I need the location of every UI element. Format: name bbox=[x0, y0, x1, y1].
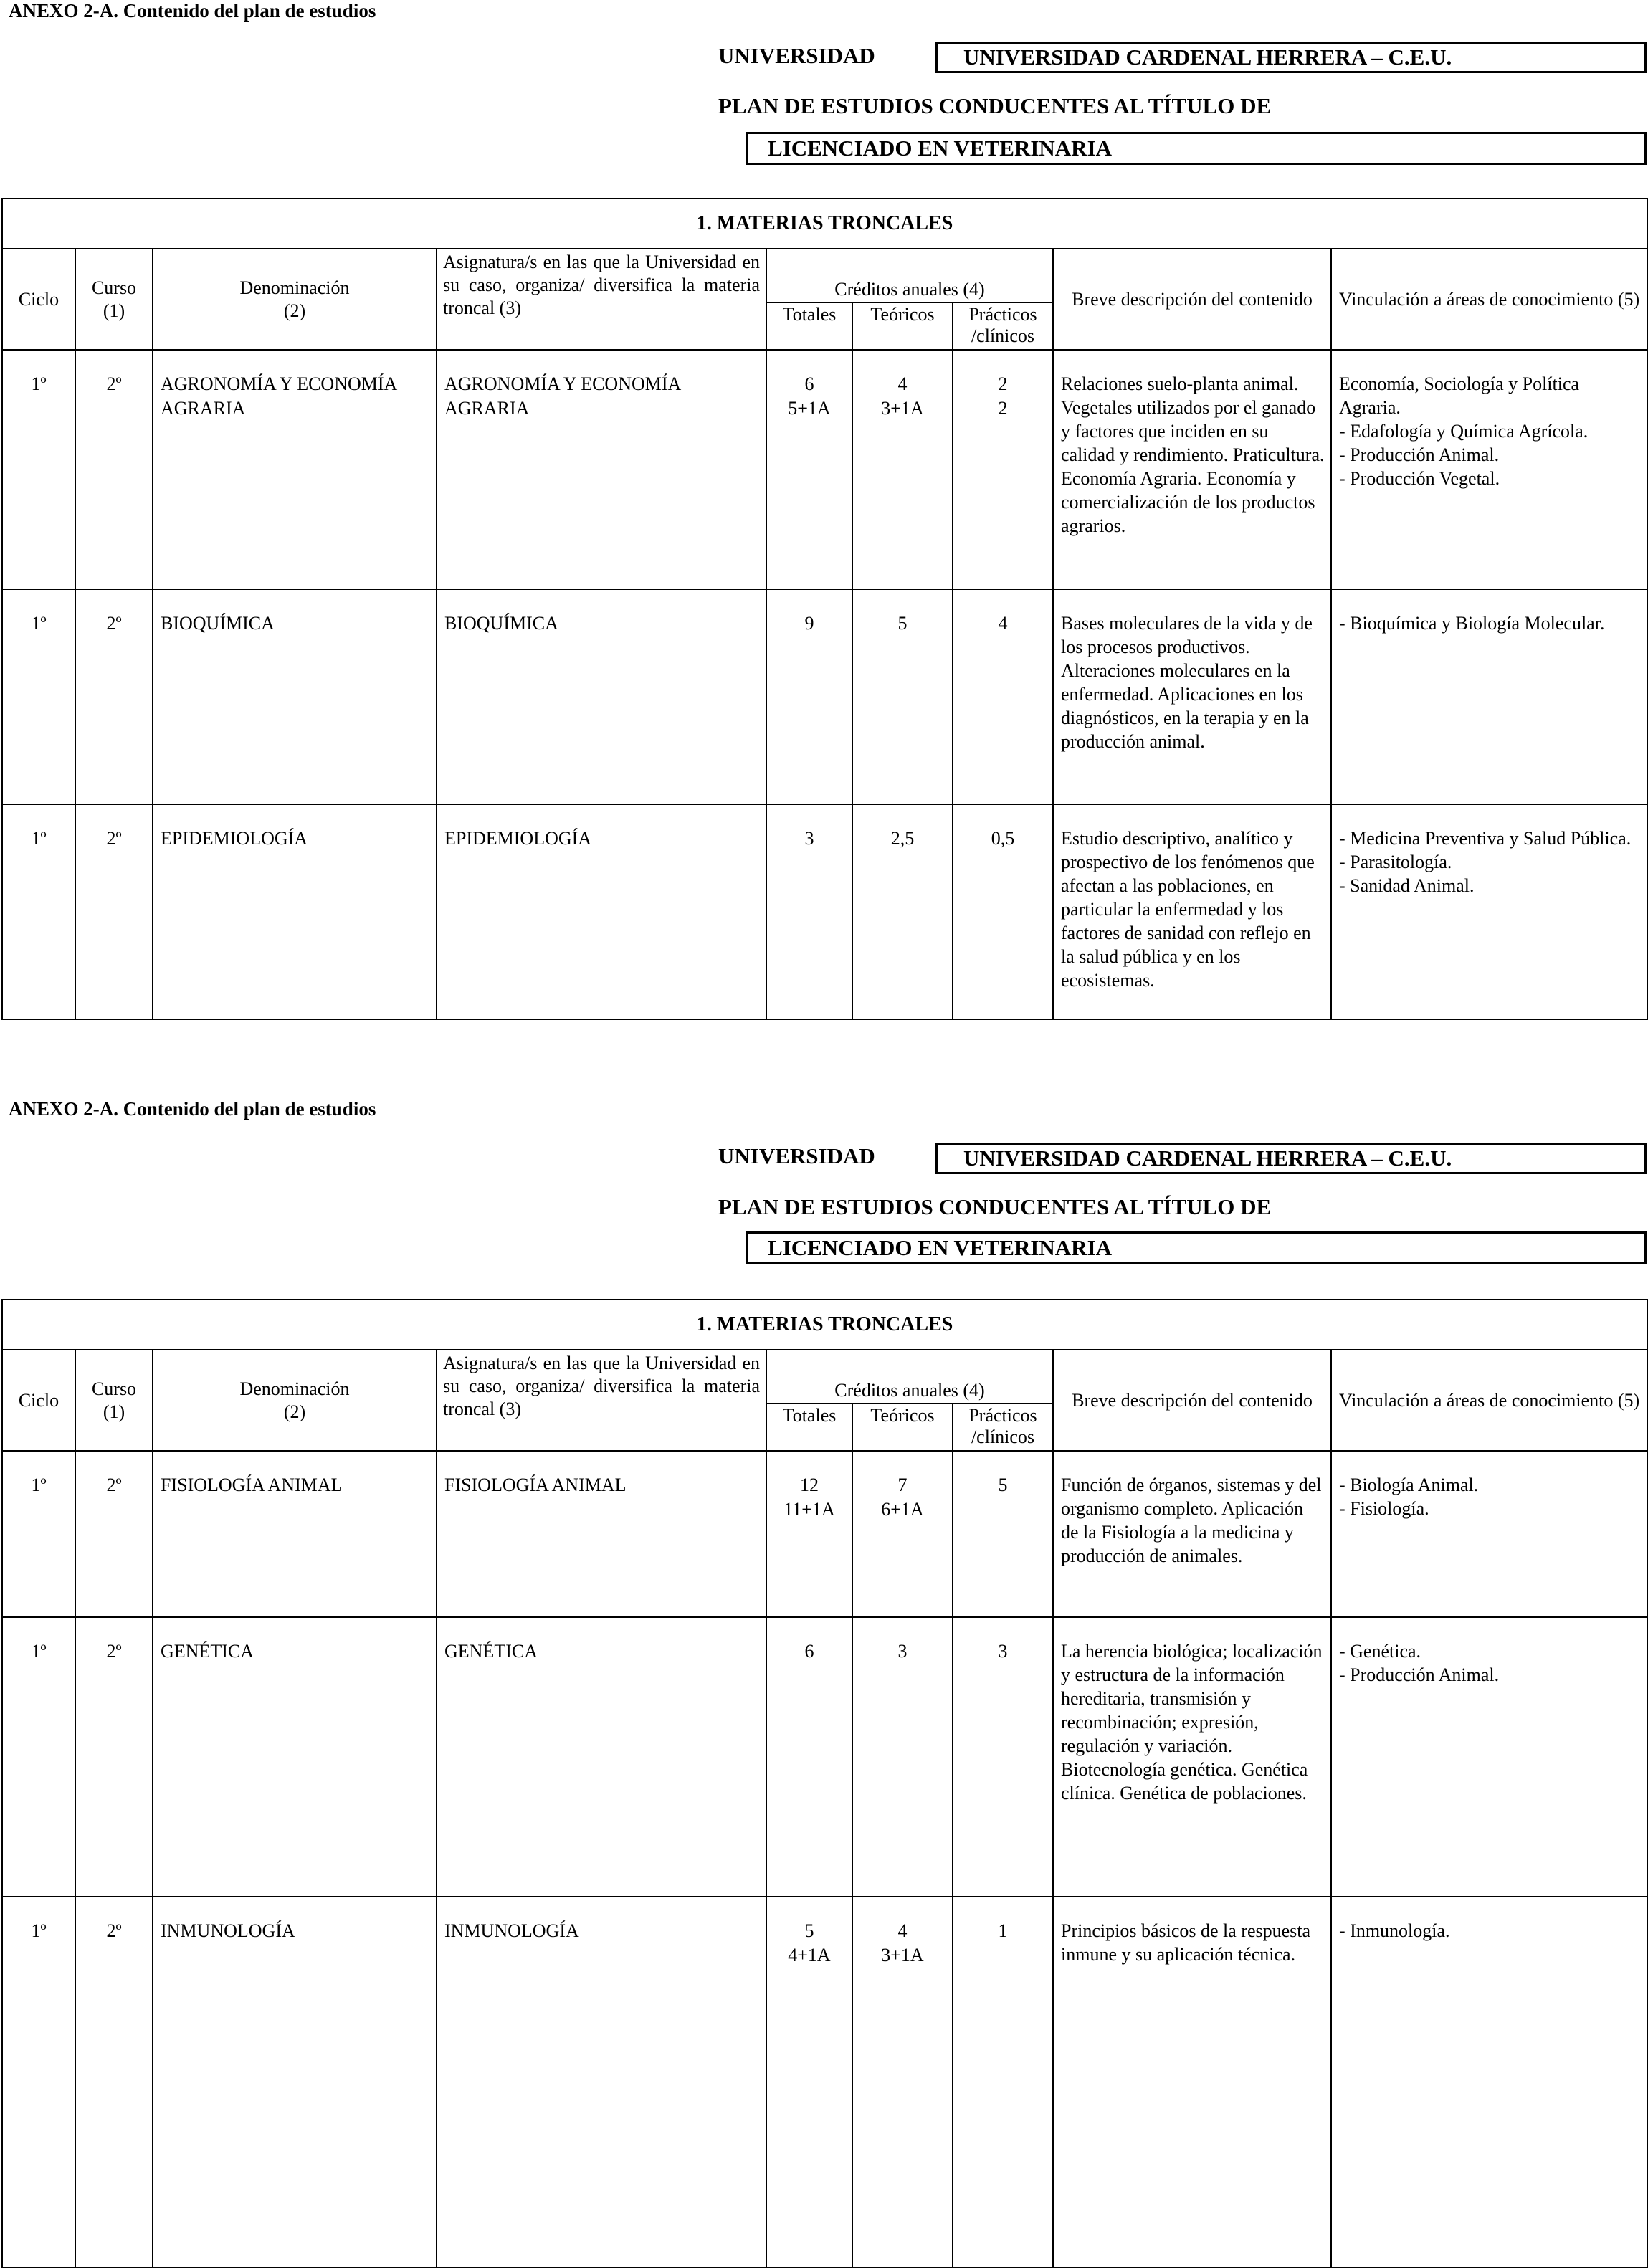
cell-vinculacion bbox=[1331, 804, 1647, 1019]
universidad-label: UNIVERSIDAD bbox=[718, 1143, 875, 1168]
cell-curso: 2º bbox=[75, 350, 153, 589]
cell-descripcion: Principios básicos de la respuesta inmune y su aplicación técnica. bbox=[1053, 1897, 1331, 2267]
cell-teoricos-line: 6+1A bbox=[881, 1499, 924, 1520]
header-teoricos: Teóricos bbox=[852, 302, 953, 350]
cell-vinculacion-line: - Parasitología. bbox=[1339, 852, 1452, 872]
universidad-box: UNIVERSIDAD CARDENAL HERRERA – C.E.U. bbox=[935, 42, 1647, 73]
cell-practicos-line: 0,5 bbox=[991, 828, 1015, 849]
materias-table bbox=[1, 198, 1648, 1020]
cell-teoricos-line: 3+1A bbox=[881, 1945, 924, 1966]
cell-vinculacion bbox=[1331, 350, 1647, 589]
cell-asignatura: EPIDEMIOLOGÍA bbox=[437, 804, 766, 1019]
cell-denominacion: INMUNOLOGÍA bbox=[153, 1897, 437, 2267]
cell-totales bbox=[766, 1617, 852, 1897]
table-row bbox=[2, 1897, 1647, 2267]
cell-practicos bbox=[953, 1451, 1053, 1617]
cell-teoricos-line: 4 bbox=[897, 373, 908, 394]
header-practicos: Prácticos /clínicos bbox=[953, 1404, 1053, 1451]
cell-vinculacion bbox=[1331, 1451, 1647, 1617]
cell-descripcion: Bases moleculares de la vida y de los procesos productivos. Alteraciones moleculares en la enfermedad. Aplicaciones en los diagnósticos, en la terapia y en la producción animal. bbox=[1053, 589, 1331, 804]
cell-totales-line: 11+1A bbox=[783, 1499, 835, 1520]
cell-vinculacion-line: - Biología Animal. bbox=[1339, 1474, 1479, 1495]
header-ciclo: Ciclo bbox=[2, 249, 75, 350]
header-practicos: Prácticos /clínicos bbox=[953, 302, 1053, 350]
cell-vinculacion-line: - Edafología y Química Agrícola. bbox=[1339, 421, 1589, 442]
cell-vinculacion-line: - Fisiología. bbox=[1339, 1498, 1429, 1519]
cell-vinculacion-line: - Medicina Preventiva y Salud Pública. bbox=[1339, 828, 1632, 849]
cell-teoricos-line: 7 bbox=[897, 1474, 908, 1495]
cell-practicos-line: 4 bbox=[998, 613, 1008, 634]
header-denominacion: Denominación (2) bbox=[153, 249, 437, 350]
cell-practicos-line: 1 bbox=[998, 1920, 1008, 1941]
cell-totales-line: 9 bbox=[804, 613, 814, 634]
cell-totales-line: 12 bbox=[800, 1474, 819, 1495]
cell-teoricos bbox=[852, 1617, 953, 1897]
cell-vinculacion-line: - Sanidad Animal. bbox=[1339, 875, 1475, 896]
header-totales: Totales bbox=[766, 1404, 852, 1451]
cell-asignatura: GENÉTICA bbox=[437, 1617, 766, 1897]
cell-teoricos-line: 4 bbox=[897, 1920, 908, 1941]
cell-curso: 2º bbox=[75, 589, 153, 804]
cell-vinculacion-line: - Producción Animal. bbox=[1339, 444, 1500, 465]
cell-descripcion: La herencia biológica; localización y estructura de la información hereditaria, transmisión y recombinación; expresión, regulación y variación. Biotecnología genética. Genética clínica. Genética de poblaciones. bbox=[1053, 1617, 1331, 1897]
cell-ciclo: 1º bbox=[2, 1897, 75, 2267]
cell-ciclo: 1º bbox=[2, 1451, 75, 1617]
cell-totales-line: 6 bbox=[804, 373, 814, 394]
cell-vinculacion-line: - Producción Vegetal. bbox=[1339, 468, 1500, 489]
cell-totales-line: 6 bbox=[804, 1641, 814, 1662]
cell-totales bbox=[766, 350, 852, 589]
cell-totales bbox=[766, 804, 852, 1019]
cell-asignatura: INMUNOLOGÍA bbox=[437, 1897, 766, 2267]
cell-vinculacion-line: - Bioquímica y Biología Molecular. bbox=[1339, 613, 1605, 634]
header-vinculacion: Vinculación a áreas de conocimiento (5) bbox=[1331, 249, 1647, 350]
cell-asignatura: FISIOLOGÍA ANIMAL bbox=[437, 1451, 766, 1617]
cell-totales bbox=[766, 1897, 852, 2267]
cell-ciclo: 1º bbox=[2, 1617, 75, 1897]
header-asignatura: Asignatura/s en las que la Universidad en su caso, organiza/ diversifica la materia troncal (3) bbox=[437, 1350, 766, 1451]
header-creditos: Créditos anuales (4) bbox=[766, 1350, 1053, 1404]
cell-ciclo: 1º bbox=[2, 589, 75, 804]
cell-teoricos-line: 2,5 bbox=[890, 828, 915, 849]
cell-denominacion: FISIOLOGÍA ANIMAL bbox=[153, 1451, 437, 1617]
cell-teoricos bbox=[852, 350, 953, 589]
cell-teoricos bbox=[852, 589, 953, 804]
cell-totales-line: 5 bbox=[804, 1920, 814, 1941]
cell-vinculacion-line: - Producción Animal. bbox=[1339, 1664, 1500, 1685]
cell-vinculacion-line: - Genética. bbox=[1339, 1641, 1421, 1662]
cell-vinculacion-line: - Inmunología. bbox=[1339, 1920, 1450, 1941]
header-curso: Curso (1) bbox=[75, 1350, 153, 1451]
cell-teoricos-line: 3 bbox=[897, 1641, 908, 1662]
cell-asignatura: BIOQUÍMICA bbox=[437, 589, 766, 804]
cell-descripcion: Función de órganos, sistemas y del organismo completo. Aplicación de la Fisiología a la medicina y producción de animales. bbox=[1053, 1451, 1331, 1617]
header-denominacion: Denominación (2) bbox=[153, 1350, 437, 1451]
titulo-box: LICENCIADO EN VETERINARIA bbox=[746, 1231, 1647, 1264]
plan-label: PLAN DE ESTUDIOS CONDUCENTES AL TÍTULO DE bbox=[718, 1194, 1272, 1219]
table-row bbox=[2, 1451, 1647, 1617]
table-row bbox=[2, 589, 1647, 804]
cell-vinculacion-line: Economía, Sociología y Política Agraria. bbox=[1339, 373, 1580, 418]
header-ciclo: Ciclo bbox=[2, 1350, 75, 1451]
cell-totales-line: 3 bbox=[804, 828, 814, 849]
cell-vinculacion bbox=[1331, 1897, 1647, 2267]
header-curso: Curso (1) bbox=[75, 249, 153, 350]
cell-curso: 2º bbox=[75, 804, 153, 1019]
titulo-box: LICENCIADO EN VETERINARIA bbox=[746, 132, 1647, 165]
table-title: 1. MATERIAS TRONCALES bbox=[2, 1300, 1647, 1350]
materias-table bbox=[1, 1299, 1648, 2268]
cell-teoricos-line: 3+1A bbox=[881, 398, 924, 419]
cell-curso: 2º bbox=[75, 1897, 153, 2267]
cell-practicos bbox=[953, 1897, 1053, 2267]
cell-asignatura: AGRONOMÍA Y ECONOMÍA AGRARIA bbox=[437, 350, 766, 589]
universidad-label: UNIVERSIDAD bbox=[718, 43, 875, 68]
header-asignatura: Asignatura/s en las que la Universidad en su caso, organiza/ diversifica la materia troncal (3) bbox=[437, 249, 766, 350]
header-descripcion: Breve descripción del contenido bbox=[1053, 1350, 1331, 1451]
cell-practicos bbox=[953, 350, 1053, 589]
header-teoricos: Teóricos bbox=[852, 1404, 953, 1451]
table-title: 1. MATERIAS TRONCALES bbox=[2, 199, 1647, 249]
table-row bbox=[2, 350, 1647, 589]
cell-curso: 2º bbox=[75, 1451, 153, 1617]
cell-denominacion: AGRONOMÍA Y ECONOMÍA AGRARIA bbox=[153, 350, 437, 589]
universidad-box: UNIVERSIDAD CARDENAL HERRERA – C.E.U. bbox=[935, 1143, 1647, 1174]
cell-totales-line: 4+1A bbox=[788, 1945, 831, 1966]
cell-practicos-line: 3 bbox=[998, 1641, 1008, 1662]
cell-descripcion: Relaciones suelo-planta animal. Vegetales utilizados por el ganado y factores que inciden en su calidad y rendimiento. Praticultura. Economía Agraria. Economía y comercialización de los productos agrarios. bbox=[1053, 350, 1331, 589]
plan-label: PLAN DE ESTUDIOS CONDUCENTES AL TÍTULO DE bbox=[718, 93, 1272, 118]
cell-practicos bbox=[953, 804, 1053, 1019]
header-descripcion: Breve descripción del contenido bbox=[1053, 249, 1331, 350]
cell-denominacion: BIOQUÍMICA bbox=[153, 589, 437, 804]
cell-ciclo: 1º bbox=[2, 350, 75, 589]
anexo-heading: ANEXO 2-A. Contenido del plan de estudios bbox=[9, 0, 376, 22]
cell-totales-line: 5+1A bbox=[788, 398, 831, 419]
cell-vinculacion bbox=[1331, 1617, 1647, 1897]
cell-practicos-line: 5 bbox=[998, 1474, 1008, 1495]
cell-practicos-line: 2 bbox=[998, 398, 1008, 419]
cell-curso: 2º bbox=[75, 1617, 153, 1897]
table-row bbox=[2, 804, 1647, 1019]
cell-teoricos-line: 5 bbox=[897, 613, 908, 634]
cell-ciclo: 1º bbox=[2, 804, 75, 1019]
table-row bbox=[2, 1617, 1647, 1897]
cell-totales bbox=[766, 589, 852, 804]
header-vinculacion: Vinculación a áreas de conocimiento (5) bbox=[1331, 1350, 1647, 1451]
cell-descripcion: Estudio descriptivo, analítico y prospectivo de los fenómenos que afectan a las poblaciones, en particular la enfermedad y los factores de sanidad con reflejo en la salud pública y en los ecosistemas. bbox=[1053, 804, 1331, 1019]
cell-teoricos bbox=[852, 1897, 953, 2267]
header-totales: Totales bbox=[766, 302, 852, 350]
cell-vinculacion bbox=[1331, 589, 1647, 804]
anexo-heading: ANEXO 2-A. Contenido del plan de estudios bbox=[9, 1098, 376, 1120]
cell-denominacion: EPIDEMIOLOGÍA bbox=[153, 804, 437, 1019]
cell-denominacion: GENÉTICA bbox=[153, 1617, 437, 1897]
cell-teoricos bbox=[852, 1451, 953, 1617]
cell-teoricos bbox=[852, 804, 953, 1019]
cell-totales bbox=[766, 1451, 852, 1617]
cell-practicos-line: 2 bbox=[998, 373, 1008, 394]
cell-practicos bbox=[953, 589, 1053, 804]
header-creditos: Créditos anuales (4) bbox=[766, 249, 1053, 302]
cell-practicos bbox=[953, 1617, 1053, 1897]
